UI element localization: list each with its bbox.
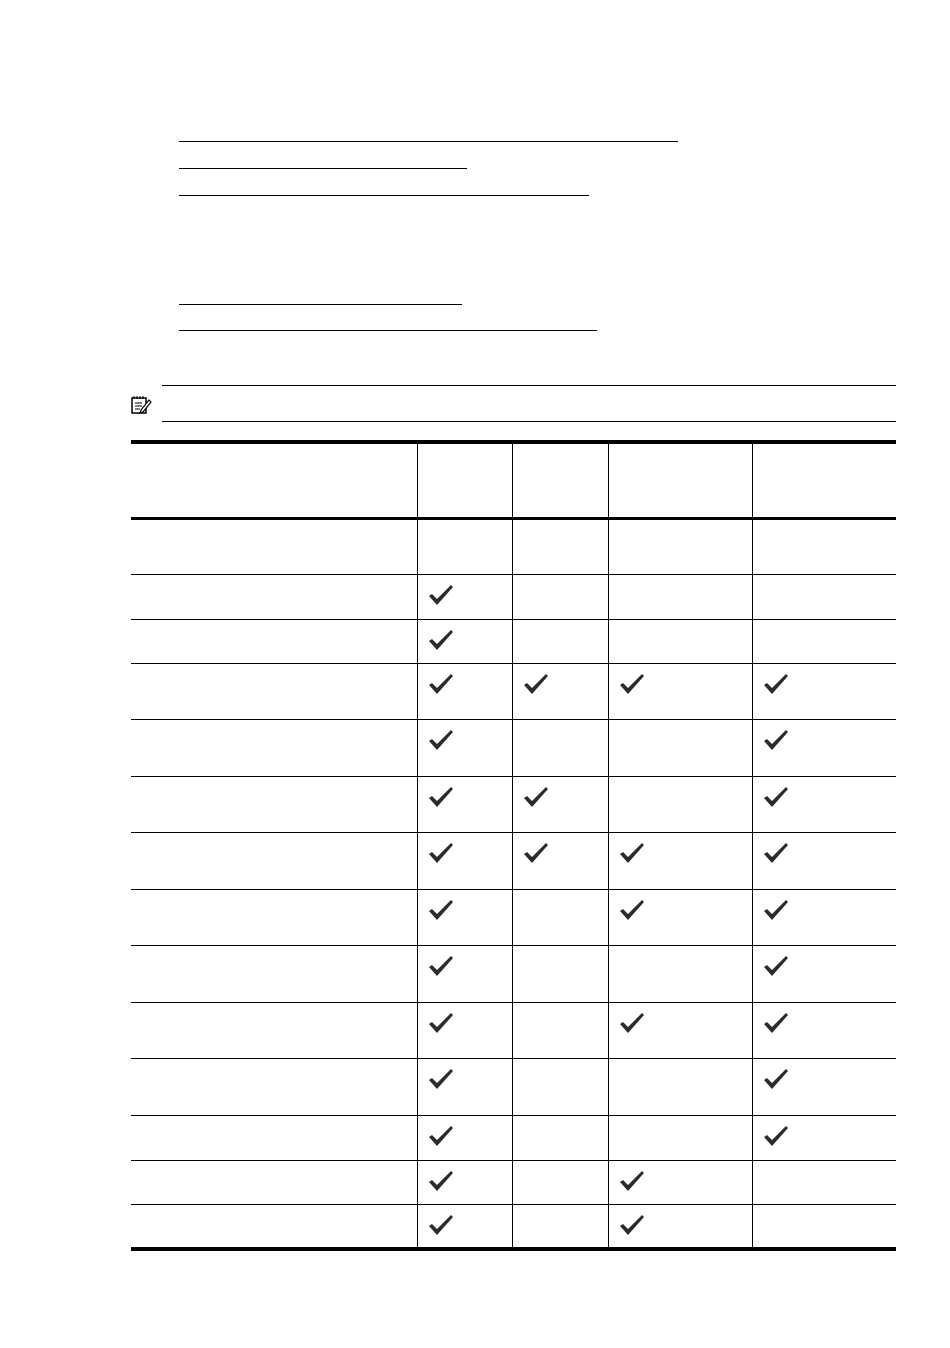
note-bottom-rule [162, 421, 896, 422]
check-cell [512, 1116, 608, 1161]
check-cell [417, 1205, 512, 1249]
link-1[interactable] [179, 141, 678, 142]
link-4[interactable] [179, 304, 462, 305]
checkmark-icon [428, 786, 454, 808]
checkmark-icon [763, 673, 789, 695]
checkmark-icon [619, 1214, 645, 1236]
note-icon [130, 394, 152, 416]
checkmark-icon [428, 1170, 454, 1192]
row-label [131, 575, 417, 620]
table-row [131, 777, 896, 833]
checkmark-icon [428, 629, 454, 651]
check-cell [608, 890, 752, 946]
checkmark-icon [619, 1012, 645, 1034]
checkmark-icon [763, 955, 789, 977]
check-cell [512, 833, 608, 890]
compatibility-table [131, 440, 896, 1251]
check-cell [752, 946, 896, 1003]
check-cell [417, 777, 512, 833]
table-row [131, 833, 896, 890]
check-cell [512, 946, 608, 1003]
check-cell [417, 1059, 512, 1116]
check-cell [752, 720, 896, 777]
checkmark-icon [428, 1125, 454, 1147]
checkmark-icon [523, 786, 549, 808]
row-label [131, 1059, 417, 1116]
table-row [131, 1161, 896, 1205]
note-top-rule [162, 385, 896, 386]
check-cell [608, 664, 752, 720]
table-row [131, 620, 896, 664]
check-cell [512, 777, 608, 833]
table-row [131, 1205, 896, 1249]
checkmark-icon [428, 584, 454, 606]
row-label [131, 890, 417, 946]
checkmark-icon [428, 955, 454, 977]
table-row [131, 1059, 896, 1116]
check-cell [512, 664, 608, 720]
check-cell [512, 1003, 608, 1059]
check-cell [752, 1003, 896, 1059]
checkmark-icon [619, 1170, 645, 1192]
check-cell [752, 777, 896, 833]
row-label [131, 946, 417, 1003]
check-cell [752, 519, 896, 575]
checkmark-icon [428, 899, 454, 921]
checkmark-icon [763, 899, 789, 921]
check-cell [417, 720, 512, 777]
check-cell [608, 833, 752, 890]
checkmark-icon [428, 1068, 454, 1090]
check-cell [608, 1161, 752, 1205]
check-cell [752, 1205, 896, 1249]
checkmark-icon [763, 1068, 789, 1090]
checkmark-icon [763, 842, 789, 864]
checkmark-icon [428, 673, 454, 695]
checkmark-icon [763, 1125, 789, 1147]
check-cell [417, 890, 512, 946]
check-cell [417, 1161, 512, 1205]
check-cell [512, 1205, 608, 1249]
check-cell [752, 1116, 896, 1161]
link-2[interactable] [179, 168, 467, 169]
check-cell [752, 1059, 896, 1116]
header-cell [417, 442, 512, 519]
check-cell [512, 519, 608, 575]
checkmark-icon [763, 786, 789, 808]
check-cell [608, 575, 752, 620]
check-cell [608, 1116, 752, 1161]
row-label [131, 1205, 417, 1249]
check-cell [608, 519, 752, 575]
check-cell [752, 833, 896, 890]
table-row [131, 946, 896, 1003]
check-cell [417, 664, 512, 720]
check-cell [512, 575, 608, 620]
table-row [131, 664, 896, 720]
link-3[interactable] [179, 195, 589, 196]
table-row [131, 890, 896, 946]
check-cell [512, 1161, 608, 1205]
check-cell [608, 1003, 752, 1059]
checkmark-icon [523, 842, 549, 864]
check-cell [417, 575, 512, 620]
header-cell [131, 442, 417, 519]
check-cell [512, 1059, 608, 1116]
check-cell [417, 1003, 512, 1059]
check-cell [608, 720, 752, 777]
row-label [131, 664, 417, 720]
check-cell [752, 1161, 896, 1205]
row-label [131, 833, 417, 890]
row-label [131, 620, 417, 664]
link-5[interactable] [179, 330, 597, 331]
check-cell [608, 1205, 752, 1249]
header-cell [608, 442, 752, 519]
table-row [131, 519, 896, 575]
checkmark-icon [428, 1214, 454, 1236]
check-cell [752, 890, 896, 946]
check-cell [417, 1116, 512, 1161]
header-cell [512, 442, 608, 519]
header-cell [752, 442, 896, 519]
check-cell [608, 620, 752, 664]
check-cell [608, 1059, 752, 1116]
check-cell [417, 833, 512, 890]
row-label [131, 519, 417, 575]
row-label [131, 720, 417, 777]
check-cell [512, 720, 608, 777]
row-label [131, 1161, 417, 1205]
row-label [131, 1116, 417, 1161]
checkmark-icon [619, 899, 645, 921]
check-cell [417, 519, 512, 575]
checkmark-icon [523, 673, 549, 695]
check-cell [417, 620, 512, 664]
row-label [131, 777, 417, 833]
check-cell [417, 946, 512, 1003]
checkmark-icon [428, 842, 454, 864]
checkmark-icon [763, 729, 789, 751]
check-cell [752, 620, 896, 664]
checkmark-icon [619, 842, 645, 864]
table-row [131, 575, 896, 620]
table-header-row [131, 442, 896, 519]
check-cell [608, 946, 752, 1003]
table-row [131, 1003, 896, 1059]
checkmark-icon [619, 673, 645, 695]
row-label [131, 1003, 417, 1059]
checkmark-icon [428, 729, 454, 751]
checkmark-icon [428, 1012, 454, 1034]
check-cell [512, 620, 608, 664]
table-row [131, 720, 896, 777]
check-cell [608, 777, 752, 833]
checkmark-icon [763, 1012, 789, 1034]
check-cell [752, 664, 896, 720]
check-cell [752, 575, 896, 620]
check-cell [512, 890, 608, 946]
table-row [131, 1116, 896, 1161]
